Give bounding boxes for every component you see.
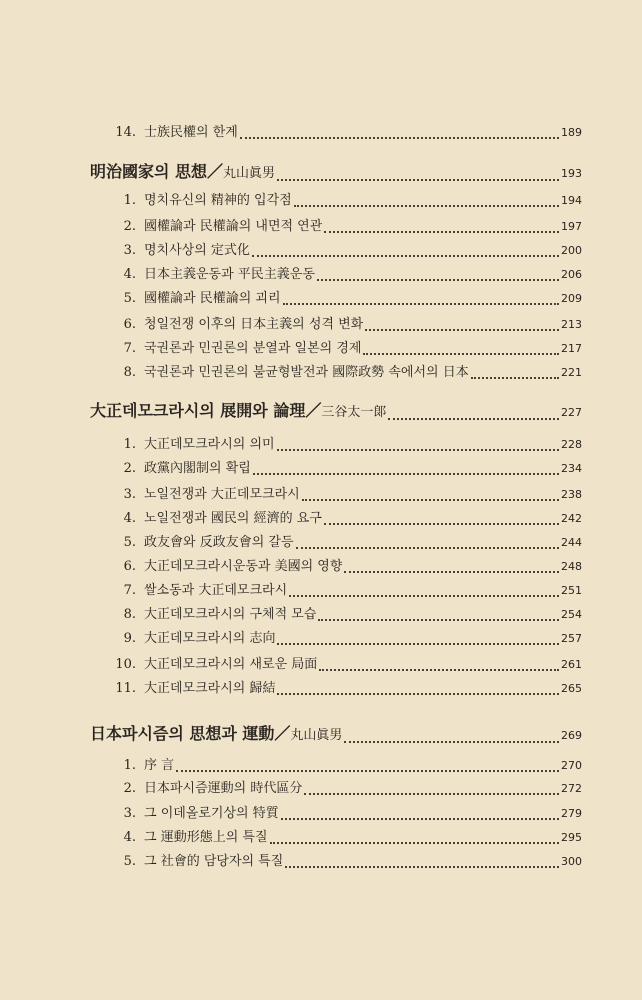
item-number: 8. bbox=[123, 607, 136, 622]
item-number: 1. bbox=[123, 758, 136, 773]
toc-item bbox=[110, 434, 582, 456]
item-page: 257 bbox=[561, 632, 582, 645]
dot-leader bbox=[365, 329, 559, 331]
item-number: 11. bbox=[115, 681, 136, 696]
item-number: 14. bbox=[115, 125, 136, 140]
dot-leader bbox=[253, 473, 559, 475]
item-title: 士族民權의 한계 bbox=[144, 125, 238, 140]
dot-leader bbox=[252, 255, 559, 257]
item-title: 그 社會的 담당자의 특질 bbox=[144, 854, 284, 869]
item-page: 279 bbox=[561, 807, 582, 820]
toc-item bbox=[110, 240, 582, 262]
item-page: 228 bbox=[561, 438, 582, 451]
dot-leader bbox=[277, 179, 559, 181]
dot-leader bbox=[296, 547, 560, 549]
item-page: 265 bbox=[561, 682, 582, 695]
item-title: 大正데모크라시의 구체적 모습 bbox=[144, 607, 317, 622]
dot-leader bbox=[285, 866, 559, 868]
item-title: 大正데모크라시의 의미 bbox=[144, 437, 275, 452]
section-page: 227 bbox=[561, 406, 582, 419]
section-heading bbox=[90, 397, 582, 425]
item-title: 국권론과 민권론의 분열과 일본의 경제 bbox=[144, 341, 362, 356]
section-title: 明治國家의 思想／丸山眞男 bbox=[90, 162, 276, 181]
item-page: 213 bbox=[561, 318, 582, 331]
dot-leader bbox=[324, 523, 559, 525]
section-title: 日本파시즘의 思想과 運動／丸山眞男 bbox=[90, 724, 343, 743]
section-author: 三谷太一郞 bbox=[321, 405, 387, 420]
item-title: 명치사상의 定式化 bbox=[144, 243, 250, 258]
dot-leader bbox=[344, 741, 559, 743]
item-page: 300 bbox=[561, 855, 582, 868]
item-page: 254 bbox=[561, 608, 582, 621]
section-page: 269 bbox=[561, 729, 582, 742]
item-title: 청일전쟁 이후의 日本主義의 성격 변화 bbox=[144, 317, 364, 332]
item-title: 명치유신의 精神的 입각점 bbox=[144, 193, 292, 208]
item-number: 2. bbox=[123, 219, 136, 234]
item-page: 251 bbox=[561, 584, 582, 597]
dot-leader bbox=[289, 595, 559, 597]
item-page: 200 bbox=[561, 244, 582, 257]
item-title: 국권론과 민권론의 불균형발전과 國際政勢 속에서의 日本 bbox=[144, 365, 469, 380]
item-title: 國權論과 民權論의 내면적 연관 bbox=[144, 219, 323, 234]
item-number: 3. bbox=[123, 243, 136, 258]
item-page: 272 bbox=[561, 782, 582, 795]
item-page: 248 bbox=[561, 560, 582, 573]
toc-item bbox=[110, 755, 582, 777]
dot-leader bbox=[277, 643, 559, 645]
dot-leader bbox=[270, 842, 560, 844]
item-number: 5. bbox=[123, 535, 136, 550]
dot-leader bbox=[277, 693, 559, 695]
toc-item bbox=[110, 190, 582, 212]
toc-item bbox=[110, 778, 582, 800]
dot-leader bbox=[281, 818, 559, 820]
item-number: 10. bbox=[115, 657, 136, 672]
dot-leader bbox=[471, 377, 559, 379]
toc-item bbox=[110, 628, 582, 650]
toc-item bbox=[110, 362, 582, 384]
section-author: 丸山眞男 bbox=[223, 166, 276, 181]
toc-item bbox=[110, 458, 582, 480]
item-number: 4. bbox=[123, 511, 136, 526]
item-number: 1. bbox=[123, 193, 136, 208]
item-page: 234 bbox=[561, 462, 582, 475]
item-title: 大正데모크라시의 새로운 局面 bbox=[144, 657, 318, 672]
item-number: 3. bbox=[123, 806, 136, 821]
item-title: 國權論과 民權論의 괴리 bbox=[144, 291, 281, 306]
item-title: 그 運動形態上의 특질 bbox=[144, 830, 268, 845]
item-number: 5. bbox=[123, 854, 136, 869]
item-title: 그 이데올로기상의 特質 bbox=[144, 806, 279, 821]
item-page: 221 bbox=[561, 366, 582, 379]
item-page: 244 bbox=[561, 536, 582, 549]
item-title: 쌀소동과 大正데모크라시 bbox=[144, 583, 288, 598]
item-number: 8. bbox=[123, 365, 136, 380]
toc-item bbox=[110, 654, 582, 676]
toc-item bbox=[110, 827, 582, 849]
item-title: 序 言 bbox=[144, 758, 175, 773]
item-number: 7. bbox=[123, 583, 136, 598]
item-title: 大正데모크라시의 志向 bbox=[144, 631, 276, 646]
item-title: 政黨內閣制의 확립 bbox=[144, 461, 251, 476]
item-title: 大正데모크라시의 歸結 bbox=[144, 681, 276, 696]
item-number: 2. bbox=[123, 781, 136, 796]
item-page: 217 bbox=[561, 342, 582, 355]
section-page: 193 bbox=[561, 167, 582, 180]
dot-leader bbox=[240, 137, 559, 139]
item-page: 242 bbox=[561, 512, 582, 525]
toc-item bbox=[110, 264, 582, 286]
toc-item bbox=[110, 604, 582, 626]
item-page: 197 bbox=[561, 220, 582, 233]
section-heading bbox=[90, 720, 582, 748]
item-title: 노일전쟁과 國民의 經濟的 요구 bbox=[144, 511, 322, 526]
section-title: 大正데모크라시의 展開와 論理／三谷太一郞 bbox=[90, 401, 387, 420]
dot-leader bbox=[294, 205, 559, 207]
item-title: 大正데모크라시운동과 美國의 영향 bbox=[144, 559, 343, 574]
toc-item bbox=[110, 484, 582, 506]
dot-leader bbox=[317, 279, 559, 281]
item-title: 政友會와 反政友會의 갈등 bbox=[144, 535, 294, 550]
dot-leader bbox=[344, 571, 559, 573]
item-number: 7. bbox=[123, 341, 136, 356]
item-page: 270 bbox=[561, 759, 582, 772]
item-number: 1. bbox=[123, 437, 136, 452]
dot-leader bbox=[277, 449, 559, 451]
dot-leader bbox=[318, 619, 559, 621]
toc-item bbox=[110, 678, 582, 700]
item-number: 6. bbox=[123, 559, 136, 574]
item-title: 日本파시즘運動의 時代區分 bbox=[144, 781, 303, 796]
toc-item bbox=[110, 803, 582, 825]
toc-item bbox=[110, 288, 582, 310]
item-number: 4. bbox=[123, 830, 136, 845]
item-number: 3. bbox=[123, 487, 136, 502]
item-number: 5. bbox=[123, 291, 136, 306]
item-page: 189 bbox=[561, 126, 582, 139]
item-number: 6. bbox=[123, 317, 136, 332]
toc-item bbox=[110, 532, 582, 554]
toc-item bbox=[110, 122, 582, 144]
item-number: 4. bbox=[123, 267, 136, 282]
dot-leader bbox=[176, 770, 559, 772]
toc-item bbox=[110, 338, 582, 360]
toc-item bbox=[110, 314, 582, 336]
item-title: 日本主義운동과 平民主義운동 bbox=[144, 267, 315, 282]
toc-item bbox=[110, 851, 582, 873]
item-page: 238 bbox=[561, 488, 582, 501]
item-page: 295 bbox=[561, 831, 582, 844]
item-page: 194 bbox=[561, 194, 582, 207]
item-title: 노일전쟁과 大正데모크라시 bbox=[144, 487, 300, 502]
dot-leader bbox=[388, 418, 559, 420]
dot-leader bbox=[302, 499, 559, 501]
section-heading bbox=[90, 158, 582, 186]
toc-item bbox=[110, 216, 582, 238]
item-number: 9. bbox=[123, 631, 136, 646]
dot-leader bbox=[319, 669, 559, 671]
dot-leader bbox=[283, 303, 560, 305]
toc-item bbox=[110, 580, 582, 602]
dot-leader bbox=[304, 793, 559, 795]
toc-item bbox=[110, 508, 582, 530]
item-page: 209 bbox=[561, 292, 582, 305]
item-page: 206 bbox=[561, 268, 582, 281]
section-author: 丸山眞男 bbox=[290, 728, 343, 743]
item-page: 261 bbox=[561, 658, 582, 671]
item-number: 2. bbox=[123, 461, 136, 476]
dot-leader bbox=[324, 231, 559, 233]
toc-item bbox=[110, 556, 582, 578]
dot-leader bbox=[363, 353, 559, 355]
